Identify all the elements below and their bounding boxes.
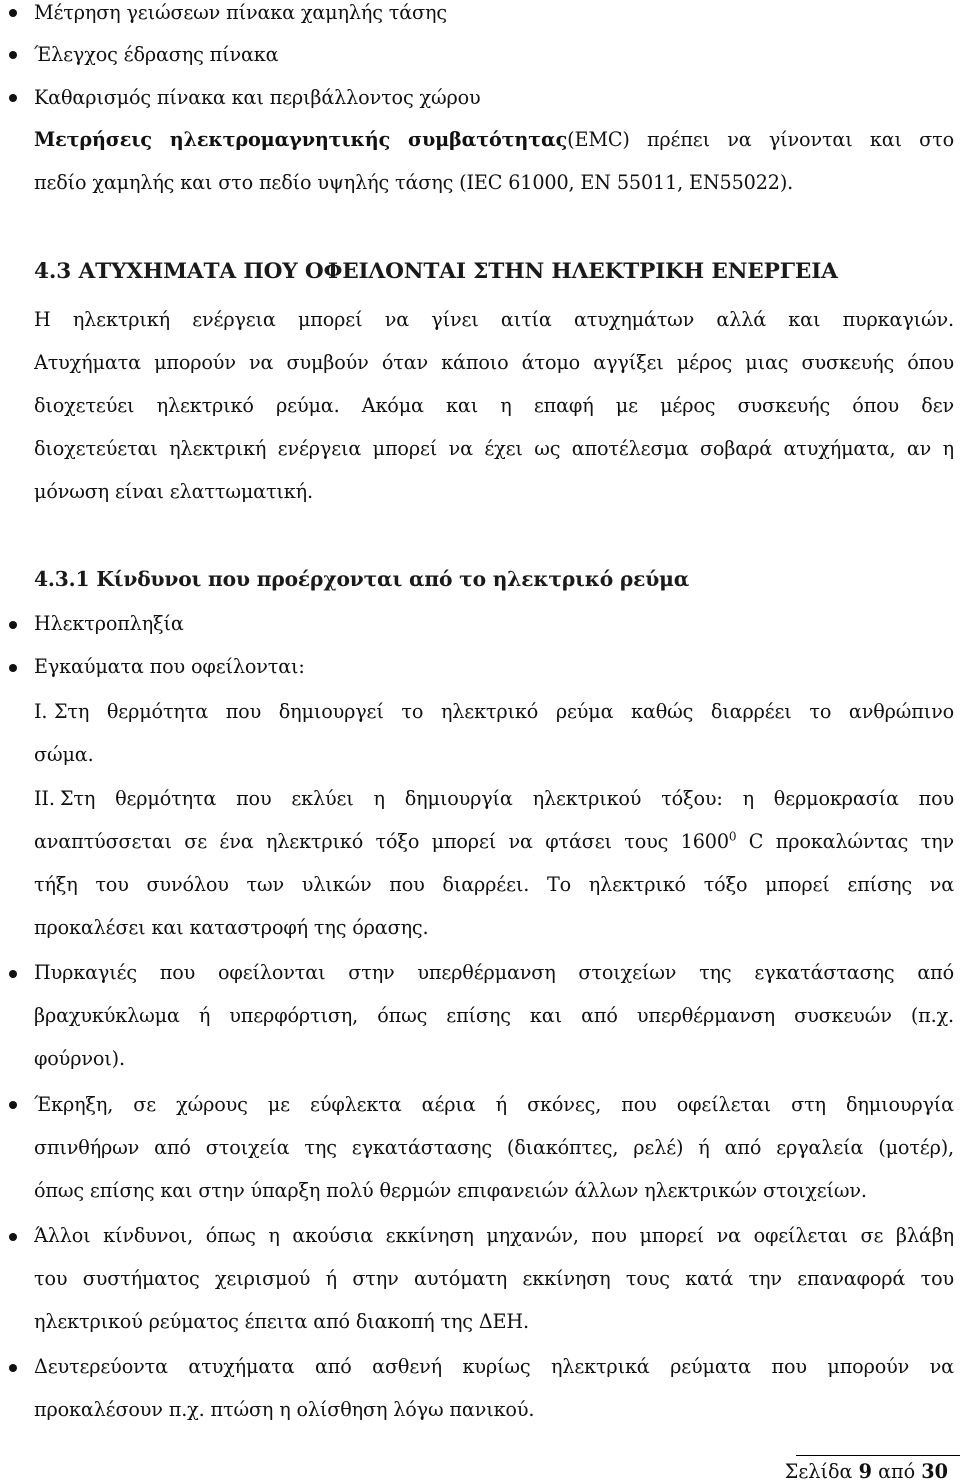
bullet-item: ηλεκτρικού ρεύματος έπειτα από διακοπή της ΔΕΗ.: [34, 1310, 529, 1333]
bullet-icon: [9, 9, 17, 17]
list-line: Στη θερμότητα που δημιουργεί το ηλεκτρικό ρεύμα καθώς διαρρέει το ανθρώπινο: [54, 700, 954, 723]
paragraph-line: διοχετεύεται ηλεκτρική ενέργεια μπορεί να έχει ως αποτέλεσμα σοβαρά ατυχήματα, αν η: [34, 437, 954, 460]
bullet-item: Ηλεκτροπληξία: [34, 612, 184, 635]
emc-line-2: πεδίο χαμηλής και στο πεδίο υψηλής τάσης (IEC 61000, EN 55011, EN55022).: [34, 171, 794, 194]
paragraph-line: Ατυχήματα μπορούν να συμβούν όταν κάποιο άτομο αγγίξει μέρος μιας συσκευής όπου: [34, 351, 954, 374]
list-line: Στη θερμότητα που εκλύει η δημιουργία ηλεκτρικού τόξου: η θερμοκρασία που: [60, 787, 954, 810]
bullet-icon: [9, 51, 17, 59]
paragraph-line: μόνωση είναι ελαττωματική.: [34, 480, 313, 503]
list-line: προκαλέσει και καταστροφή της όρασης.: [34, 916, 429, 939]
bullet-icon: [9, 1233, 17, 1241]
page-footer: [785, 1460, 948, 1484]
text-fragment: αναπτύσσεται σε ένα ηλεκτρικό τόξο μπορεί να φτάσει τους 1600: [34, 830, 729, 853]
bullet-item: Μέτρηση γειώσεων πίνακα χαμηλής τάσης: [34, 1, 447, 24]
paragraph-line: διοχετεύει ηλεκτρικό ρεύμα. Ακόμα και η επαφή με μέρος συσκευής όπου δεν: [34, 394, 954, 417]
list-line: [34, 830, 954, 856]
footer-label: από: [871, 1460, 922, 1483]
bullet-item: βραχυκύκλωμα ή υπερφόρτιση, όπως επίσης και από υπερθέρμανση συσκευών (π.χ.: [34, 1004, 954, 1027]
section-heading-4-3: 4.3 ΑΤΥΧΗΜΑΤΑ ΠΟΥ ΟΦΕΙΛΟΝΤΑΙ ΣΤΗΝ ΗΛΕΚΤΡΙΚΗ ΕΝΕΡΓΕΙΑ: [34, 259, 838, 284]
superscript: 0: [728, 830, 737, 844]
list-line: τήξη του συνόλου των υλικών που διαρρέει. Το ηλεκτρικό τόξο μπορεί επίσης να: [34, 873, 954, 896]
section-heading-4-3-1: 4.3.1 Κίνδυνοι που προέρχονται από το ηλεκτρικό ρεύμα: [34, 567, 690, 591]
bullet-item: Έκρηξη, σε χώρους με εύφλεκτα αέρια ή σκόνες, που οφείλεται στη δημιουργία: [34, 1093, 954, 1116]
bullet-item: όπως επίσης και στην ύπαρξη πολύ θερμών επιφανειών άλλων ηλεκτρικών στοιχείων.: [34, 1179, 867, 1202]
page-total: 30: [921, 1460, 948, 1483]
bullet-item: σπινθήρων από στοιχεία της εγκατάστασης (διακόπτες, ρελέ) ή από εργαλεία (μοτέρ),: [34, 1136, 954, 1159]
bullet-item: Πυρκαγιές που οφείλονται στην υπερθέρμανση στοιχείων της εγκατάστασης από: [34, 961, 954, 984]
footer-rule: [796, 1455, 960, 1456]
bullet-item: φούρνοι).: [34, 1047, 125, 1070]
bullet-icon: [9, 664, 17, 672]
bullet-icon: [9, 1101, 17, 1109]
paragraph-line: Η ηλεκτρική ενέργεια μπορεί να γίνει αιτία ατυχημάτων αλλά και πυρκαγιών.: [34, 308, 954, 331]
bullet-item: του συστήματος χειρισμού ή στην αυτόματη εκκίνηση τους κατά την επαναφορά του: [34, 1267, 954, 1290]
bullet-item: Έλεγχος έδρασης πίνακα: [34, 43, 279, 66]
bullet-item: Δευτερεύοντα ατυχήματα από ασθενή κυρίως ηλεκτρικά ρεύματα που μπορούν να: [34, 1355, 954, 1378]
bullet-item: Άλλοι κίνδυνοι, όπως η ακούσια εκκίνηση μηχανών, που μπορεί να οφείλεται σε βλάβη: [34, 1224, 954, 1247]
roman-numeral: II.: [34, 787, 55, 810]
list-line: σώμα.: [34, 743, 94, 766]
bullet-item: Εγκαύματα που οφείλονται:: [34, 655, 305, 678]
emc-text: (EMC) πρέπει να γίνονται και στο: [567, 128, 954, 151]
bullet-icon: [9, 1364, 17, 1372]
text-fragment: C προκαλώντας την: [736, 830, 954, 853]
emc-bold-text: Μετρήσεις ηλεκτρομαγνητικής συμβατότητας: [34, 128, 568, 151]
bullet-icon: [9, 94, 17, 102]
footer-label: Σελίδα: [784, 1460, 859, 1483]
page-number: 9: [858, 1460, 872, 1483]
roman-numeral: I.: [34, 700, 48, 723]
bullet-item: προκαλέσουν π.χ. πτώση η ολίσθηση λόγω πανικού.: [34, 1398, 535, 1421]
bullet-item: Καθαρισμός πίνακα και περιβάλλοντος χώρου: [34, 86, 481, 109]
bullet-icon: [9, 970, 17, 978]
emc-line: [34, 128, 954, 154]
bullet-icon: [9, 621, 17, 629]
